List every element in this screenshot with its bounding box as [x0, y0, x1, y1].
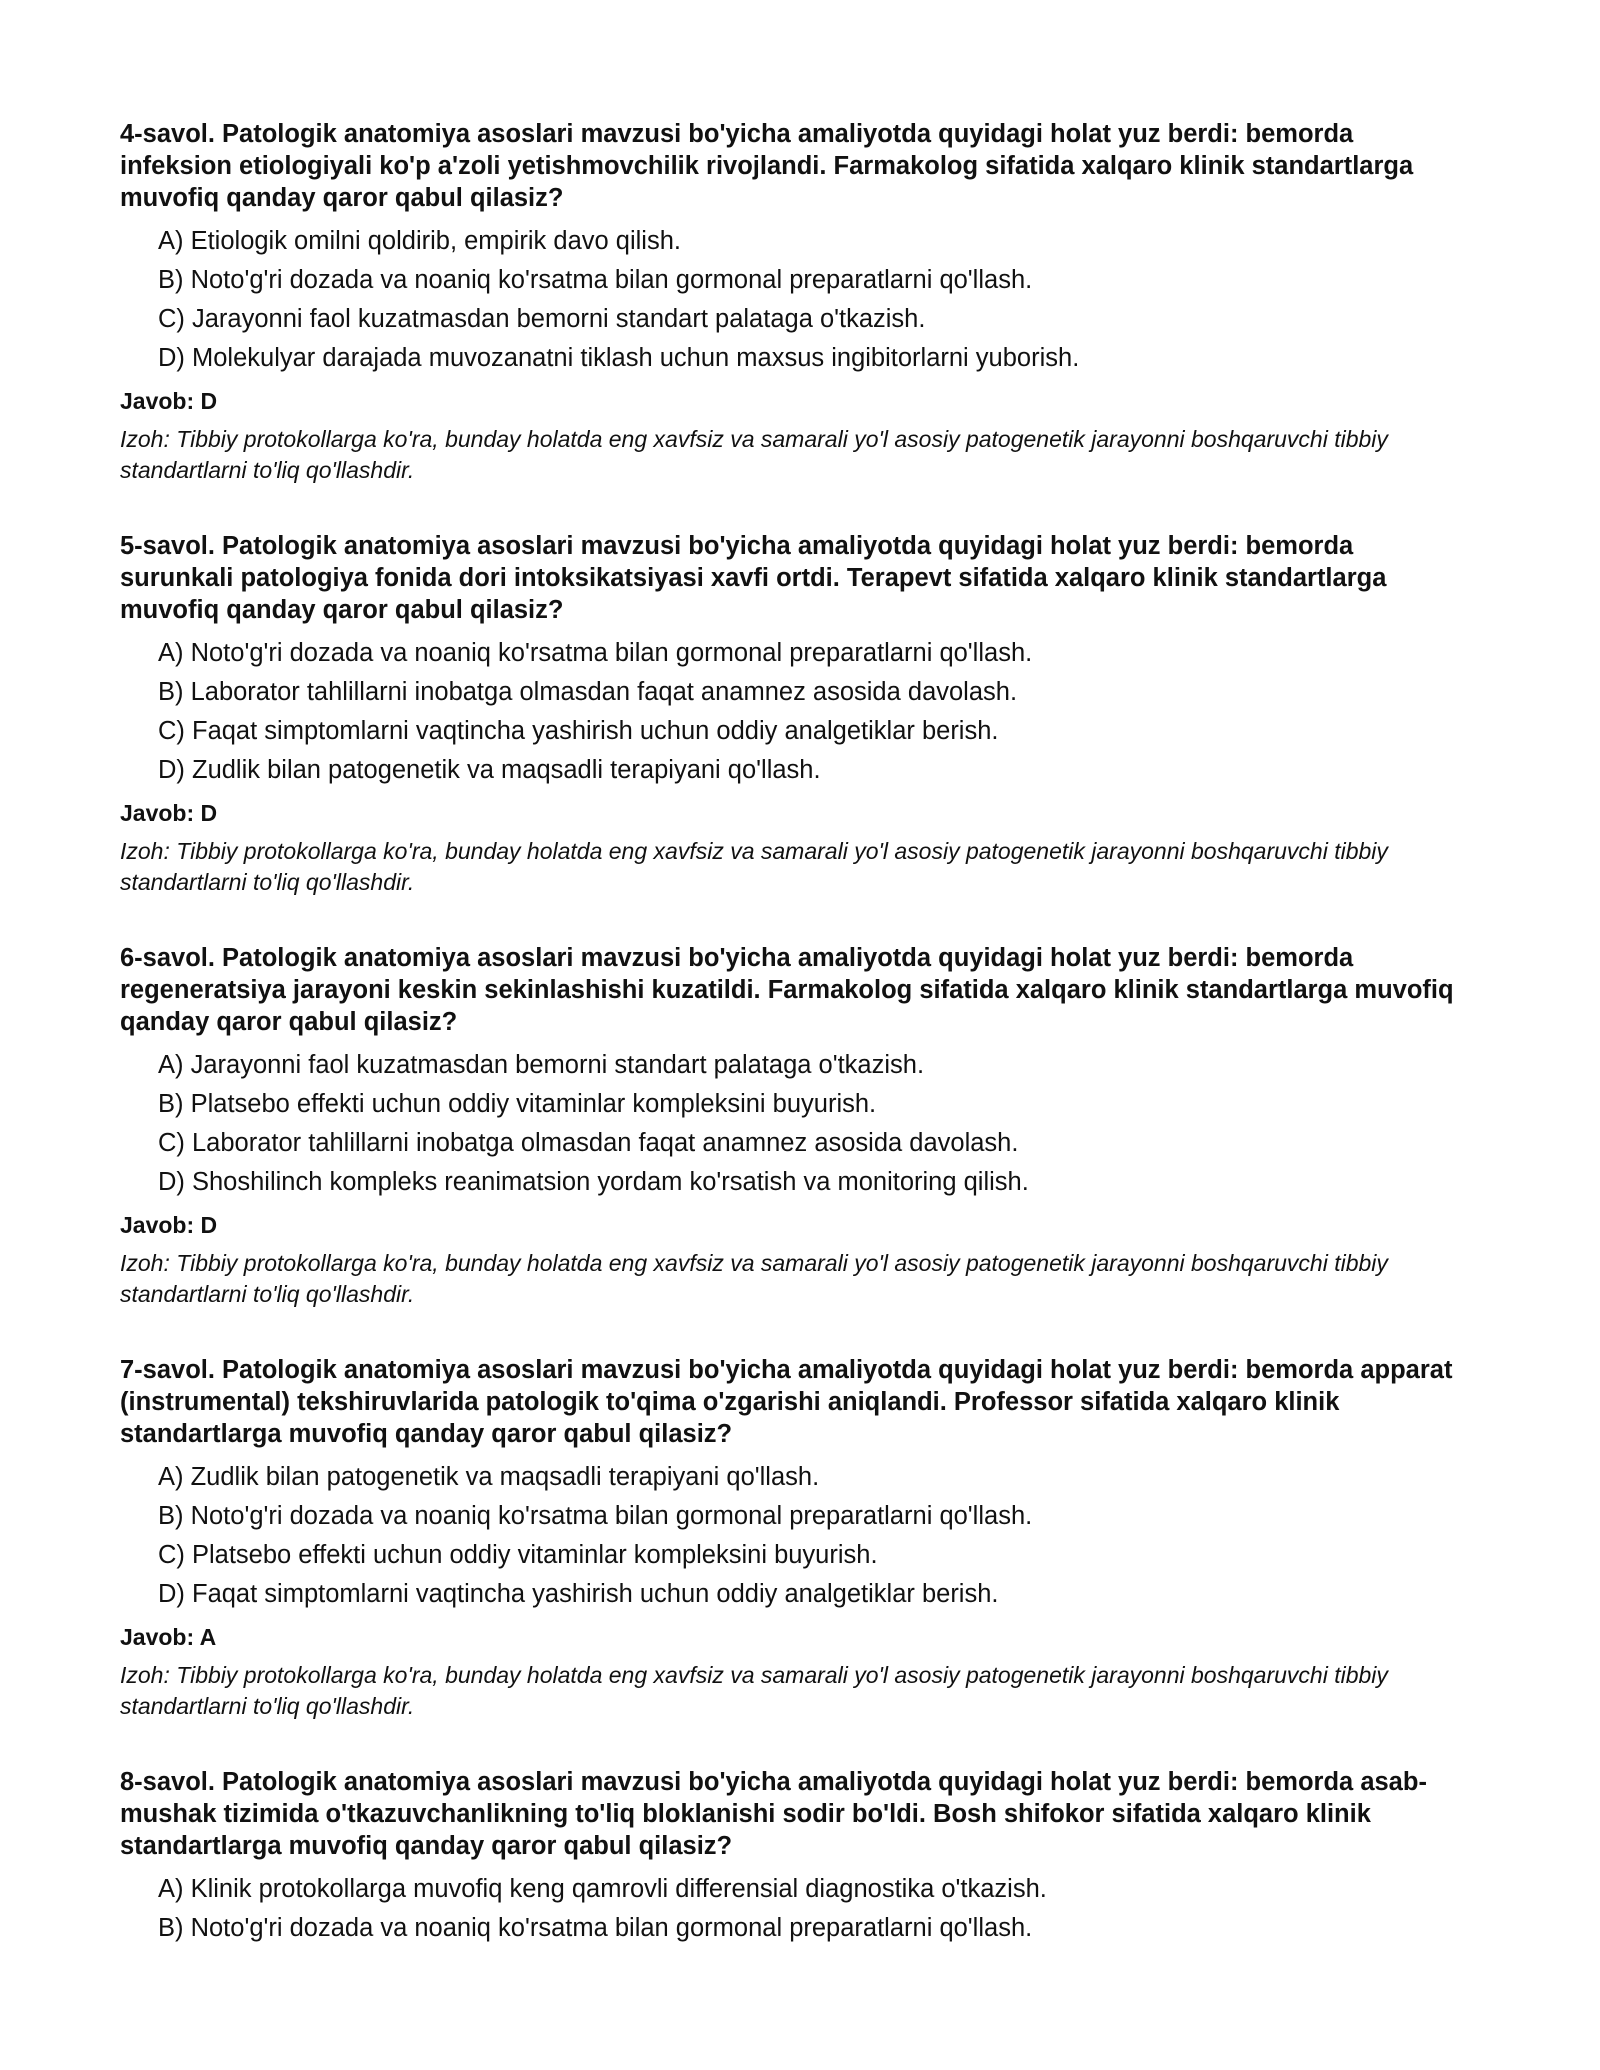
explanation-note: Izoh: Tibbiy protokollarga ko'ra, bunday holatda eng xavfsiz va samarali yo'l asosiy patogenetik jarayonni boshqaruvchi tibbiy standartlarni to'liq qo'llashdir.	[120, 1250, 1388, 1307]
explanation-note: Izoh: Tibbiy protokollarga ko'ra, bunday holatda eng xavfsiz va samarali yo'l asosiy patogenetik jarayonni boshqaruvchi tibbiy standartlarni to'liq qo'llashdir.	[120, 838, 1388, 895]
question-text: 5-savol. Patologik anatomiya asoslari mavzusi bo'yicha amaliyotda quyidagi holat yuz berdi: bemorda surunkali patologiya fonida dori intoksikatsiyasi xavfi ortdi. Terapevt sifatida xalqaro klinik standartlarga muvofiq qanday qaror qabul qilasiz?	[120, 532, 1387, 624]
option-a: A) Etiologik omilni qoldirib, empirik davo qilish.	[158, 227, 681, 255]
question-8	[120, 1766, 1460, 1948]
option-b: B) Noto'g'ri dozada va noaniq ko'rsatma bilan gormonal preparatlarni qo'llash.	[158, 1914, 1033, 1942]
answer: Javob: D	[120, 1212, 218, 1238]
question-7	[120, 1354, 1460, 1722]
option-d: D) Zudlik bilan patogenetik va maqsadli terapiyani qo'llash.	[158, 756, 821, 784]
option-b: B) Noto'g'ri dozada va noaniq ko'rsatma bilan gormonal preparatlarni qo'llash.	[158, 266, 1033, 294]
option-c: C) Platsebo effekti uchun oddiy vitaminlar kompleksini buyurish.	[158, 1541, 878, 1569]
option-d: D) Molekulyar darajada muvozanatni tiklash uchun maxsus ingibitorlarni yuborish.	[158, 344, 1080, 372]
option-a: A) Zudlik bilan patogenetik va maqsadli terapiyani qo'llash.	[158, 1463, 820, 1491]
options-list	[120, 634, 1460, 790]
option-a: A) Jarayonni faol kuzatmasdan bemorni standart palataga o'tkazish.	[158, 1051, 925, 1079]
option-b: B) Noto'g'ri dozada va noaniq ko'rsatma bilan gormonal preparatlarni qo'llash.	[158, 1502, 1033, 1530]
question-text: 4-savol. Patologik anatomiya asoslari mavzusi bo'yicha amaliyotda quyidagi holat yuz berdi: bemorda infeksion etiologiyali ko'p a'zoli yetishmovchilik rivojlandi. Farmakolog sifatida xalqaro klinik standartlarga muvofiq qanday qaror qabul qilasiz?	[120, 120, 1414, 212]
document-page	[120, 118, 1460, 1992]
options-list	[120, 222, 1460, 378]
answer: Javob: D	[120, 388, 218, 414]
answer: Javob: A	[120, 1624, 217, 1650]
question-5	[120, 530, 1460, 898]
option-a: A) Noto'g'ri dozada va noaniq ko'rsatma bilan gormonal preparatlarni qo'llash.	[158, 639, 1033, 667]
options-list	[120, 1870, 1460, 1948]
option-d: D) Shoshilinch kompleks reanimatsion yordam ko'rsatish va monitoring qilish.	[158, 1168, 1029, 1196]
option-c: C) Jarayonni faol kuzatmasdan bemorni standart palataga o'tkazish.	[158, 305, 926, 333]
option-a: A) Klinik protokollarga muvofiq keng qamrovli differensial diagnostika o'tkazish.	[158, 1875, 1047, 1903]
explanation-note: Izoh: Tibbiy protokollarga ko'ra, bunday holatda eng xavfsiz va samarali yo'l asosiy patogenetik jarayonni boshqaruvchi tibbiy standartlarni to'liq qo'llashdir.	[120, 1662, 1388, 1719]
option-c: C) Faqat simptomlarni vaqtincha yashirish uchun oddiy analgetiklar berish.	[158, 717, 999, 745]
question-text: 7-savol. Patologik anatomiya asoslari mavzusi bo'yicha amaliyotda quyidagi holat yuz berdi: bemorda apparat (instrumental) tekshiruvlarida patologik to'qima o'zgarishi aniqlandi. Professor sifatida xalqaro klinik standartlarga muvofiq qanday qaror qabul qilasiz?	[120, 1356, 1453, 1448]
explanation-note: Izoh: Tibbiy protokollarga ko'ra, bunday holatda eng xavfsiz va samarali yo'l asosiy patogenetik jarayonni boshqaruvchi tibbiy standartlarni to'liq qo'llashdir.	[120, 426, 1388, 483]
options-list	[120, 1458, 1460, 1614]
question-text: 6-savol. Patologik anatomiya asoslari mavzusi bo'yicha amaliyotda quyidagi holat yuz berdi: bemorda regeneratsiya jarayoni keskin sekinlashishi kuzatildi. Farmakolog sifatida xalqaro klinik standartlarga muvofiq qanday qaror qabul qilasiz?	[120, 944, 1454, 1036]
question-text: 8-savol. Patologik anatomiya asoslari mavzusi bo'yicha amaliyotda quyidagi holat yuz berdi: bemorda asab-mushak tizimida o'tkazuvchanlikning to'liq bloklanishi sodir bo'ldi. Bosh shifokor sifatida xalqaro klinik standartlarga muvofiq qanday qaror qabul qilasiz?	[120, 1768, 1427, 1860]
question-6	[120, 942, 1460, 1310]
option-d: D) Faqat simptomlarni vaqtincha yashirish uchun oddiy analgetiklar berish.	[158, 1580, 999, 1608]
option-b: B) Laborator tahlillarni inobatga olmasdan faqat anamnez asosida davolash.	[158, 678, 1018, 706]
option-c: C) Laborator tahlillarni inobatga olmasdan faqat anamnez asosida davolash.	[158, 1129, 1019, 1157]
options-list	[120, 1046, 1460, 1202]
answer: Javob: D	[120, 800, 218, 826]
option-b: B) Platsebo effekti uchun oddiy vitaminlar kompleksini buyurish.	[158, 1090, 877, 1118]
question-4	[120, 118, 1460, 486]
